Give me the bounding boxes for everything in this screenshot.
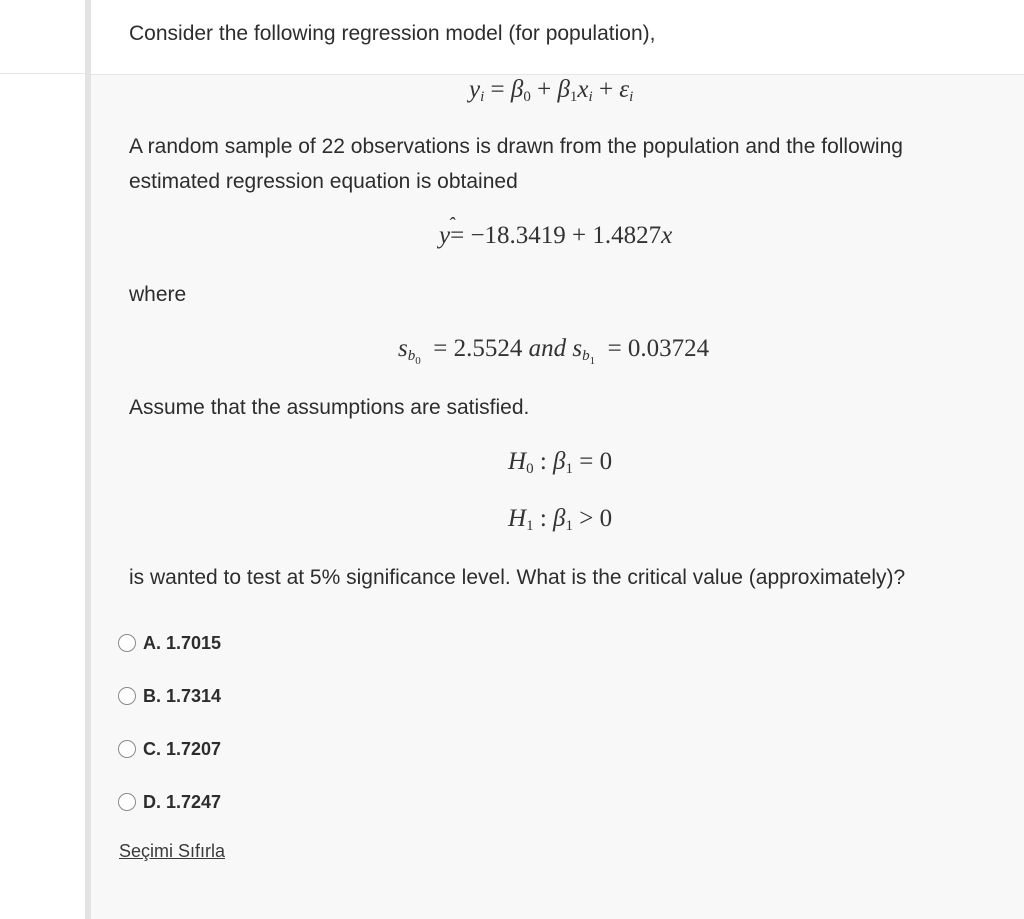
option-label: B. 1.7314	[143, 685, 222, 706]
null-hypothesis: $H_0$ : $\beta_1 = 0$	[508, 448, 613, 477]
radio-button[interactable]	[118, 740, 136, 758]
option-b[interactable]	[118, 683, 221, 709]
option-a[interactable]	[118, 630, 221, 656]
radio-button[interactable]	[118, 687, 136, 705]
where-text: where	[129, 283, 187, 306]
option-label: A. 1.7015	[143, 632, 222, 653]
population-model-equation: $y_i = \beta_0 + \beta_1x_i + \varepsilon_i$	[469, 76, 634, 105]
option-label: C. 1.7207	[143, 738, 222, 759]
option-label: D. 1.7247	[143, 791, 222, 812]
radio-button[interactable]	[118, 793, 136, 811]
alternative-hypothesis: $H_1$ : $\beta_1 > 0$	[508, 505, 613, 534]
option-c[interactable]	[118, 736, 221, 762]
standard-errors-equation: $s_{b_0} = 2.5524$ and $s_{b_1} = 0.03724$	[398, 335, 710, 367]
assumption-text: Assume that the assumptions are satisfied.	[129, 396, 530, 419]
sample-text-line1: A random sample of 22 observations is drawn from the population and the following	[129, 135, 903, 158]
sample-text-line2: estimated regression equation is obtained	[129, 170, 518, 193]
question-body	[91, 75, 1024, 919]
radio-button[interactable]	[118, 634, 136, 652]
question-prompt: is wanted to test at 5% significance level. What is the critical value (approximately)?	[129, 566, 906, 589]
reset-selection-link[interactable]: Seçimi Sıfırla	[119, 841, 226, 861]
option-d[interactable]	[118, 789, 221, 815]
divider-left	[0, 73, 85, 74]
question-intro: Consider the following regression model (for population),	[129, 22, 656, 45]
estimated-regression-equation: y ˆ= −18.3419 + 1.4827x	[439, 222, 672, 250]
